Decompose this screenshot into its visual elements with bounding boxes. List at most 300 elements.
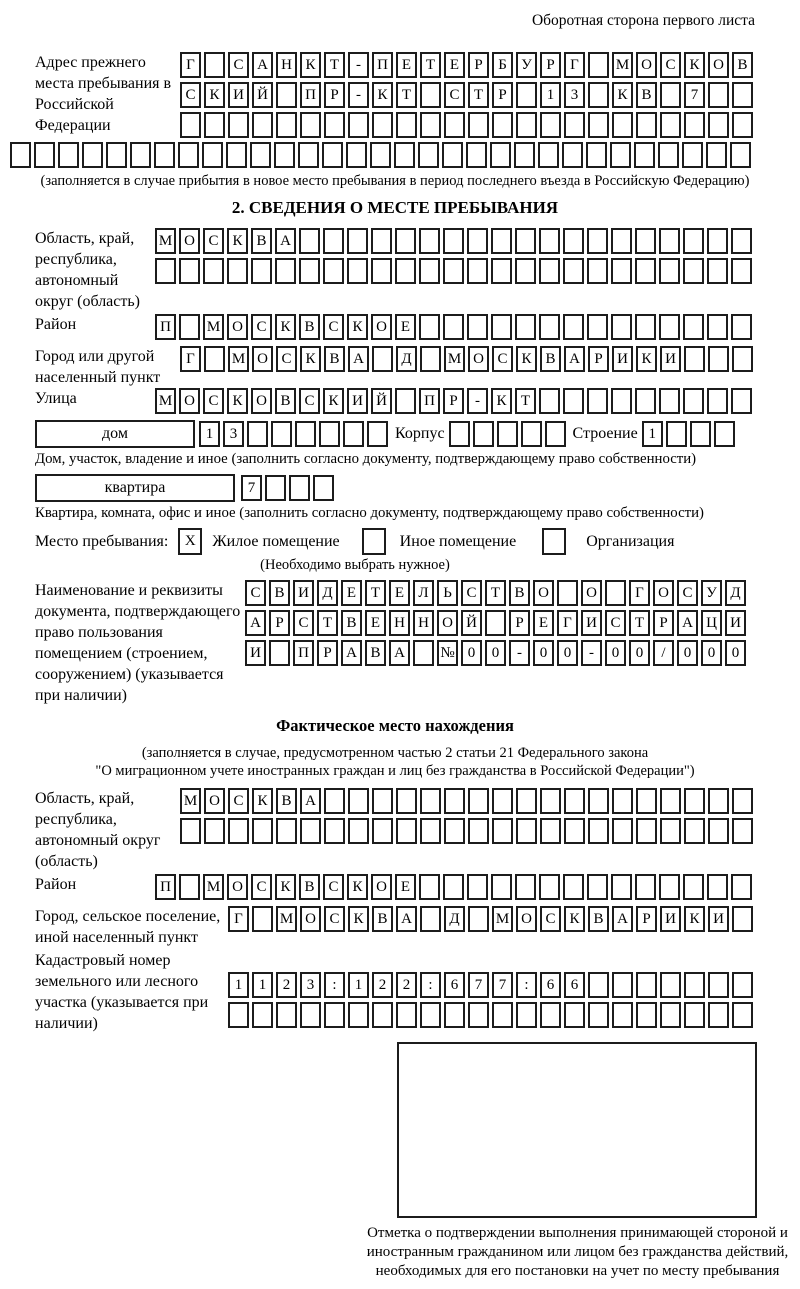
char-cell[interactable]: К [612,82,633,108]
char-cell[interactable] [396,112,417,138]
char-cell[interactable] [611,258,632,284]
char-cell[interactable] [660,112,681,138]
char-cell[interactable] [588,818,609,844]
char-cell[interactable] [635,314,656,340]
char-cell[interactable] [468,788,489,814]
char-cell[interactable] [178,142,199,168]
char-cell[interactable] [300,1002,321,1028]
char-cell[interactable] [204,112,225,138]
char-cell[interactable] [564,1002,585,1028]
char-cell[interactable] [323,258,344,284]
char-cell[interactable]: М [228,346,249,372]
char-cell[interactable]: 1 [199,421,220,447]
char-cell[interactable] [322,142,343,168]
char-cell[interactable] [731,228,752,254]
char-cell[interactable] [247,421,268,447]
char-cell[interactable] [683,388,704,414]
char-cell[interactable] [154,142,175,168]
char-cell[interactable] [682,142,703,168]
char-cell[interactable] [516,788,537,814]
char-cell[interactable] [323,228,344,254]
char-cell[interactable] [563,228,584,254]
char-cell[interactable]: - [509,640,530,666]
char-cell[interactable] [659,874,680,900]
char-cell[interactable] [444,788,465,814]
char-cell[interactable]: : [516,972,537,998]
char-cell[interactable] [731,314,752,340]
char-cell[interactable]: Р [443,388,464,414]
char-cell[interactable]: Н [389,610,410,636]
document-row-2[interactable] [245,610,749,636]
char-cell[interactable] [497,421,518,447]
char-cell[interactable] [634,142,655,168]
char-cell[interactable] [420,346,441,372]
char-cell[interactable]: С [299,388,320,414]
kadastr-row-2[interactable] [228,1002,756,1028]
char-cell[interactable]: 7 [684,82,705,108]
char-cell[interactable]: О [204,788,225,814]
char-cell[interactable] [491,874,512,900]
char-cell[interactable]: О [179,228,200,254]
char-cell[interactable]: - [348,52,369,78]
char-cell[interactable]: Ь [437,580,458,606]
char-cell[interactable]: Т [396,82,417,108]
char-cell[interactable]: Г [557,610,578,636]
char-cell[interactable]: 0 [461,640,482,666]
rayon-row[interactable] [155,314,755,340]
char-cell[interactable]: О [371,874,392,900]
char-cell[interactable] [540,1002,561,1028]
char-cell[interactable]: С [228,52,249,78]
char-cell[interactable] [444,112,465,138]
char-cell[interactable]: О [636,52,657,78]
char-cell[interactable]: С [660,52,681,78]
char-cell[interactable]: А [245,610,266,636]
char-cell[interactable]: П [372,52,393,78]
char-cell[interactable] [660,82,681,108]
char-cell[interactable] [564,818,585,844]
char-cell[interactable] [395,258,416,284]
char-cell[interactable] [540,818,561,844]
char-cell[interactable] [684,1002,705,1028]
char-cell[interactable]: / [653,640,674,666]
char-cell[interactable] [636,112,657,138]
char-cell[interactable] [492,818,513,844]
char-cell[interactable] [708,1002,729,1028]
char-cell[interactable]: С [203,388,224,414]
char-cell[interactable]: М [276,906,297,932]
char-cell[interactable] [659,228,680,254]
char-cell[interactable] [516,112,537,138]
char-cell[interactable] [588,52,609,78]
char-cell[interactable]: С [293,610,314,636]
char-cell[interactable]: С [444,82,465,108]
char-cell[interactable]: Т [629,610,650,636]
char-cell[interactable]: : [420,972,441,998]
char-cell[interactable] [611,388,632,414]
char-cell[interactable] [442,142,463,168]
char-cell[interactable]: Е [395,874,416,900]
char-cell[interactable] [588,788,609,814]
char-cell[interactable] [732,346,753,372]
char-cell[interactable]: Р [636,906,657,932]
char-cell[interactable]: В [509,580,530,606]
char-cell[interactable] [684,818,705,844]
korpus-cells[interactable] [449,421,569,447]
char-cell[interactable] [348,1002,369,1028]
char-cell[interactable] [370,142,391,168]
char-cell[interactable]: Е [389,580,410,606]
char-cell[interactable] [690,421,711,447]
char-cell[interactable] [250,142,271,168]
char-cell[interactable] [265,475,286,501]
char-cell[interactable]: 0 [677,640,698,666]
char-cell[interactable] [708,82,729,108]
char-cell[interactable] [660,972,681,998]
char-cell[interactable] [636,972,657,998]
dom-cells[interactable] [199,421,391,447]
char-cell[interactable] [731,388,752,414]
char-cell[interactable] [204,818,225,844]
char-cell[interactable] [660,818,681,844]
char-cell[interactable]: Д [725,580,746,606]
char-cell[interactable]: Р [653,610,674,636]
char-cell[interactable] [419,228,440,254]
char-cell[interactable]: О [653,580,674,606]
char-cell[interactable] [515,874,536,900]
char-cell[interactable] [313,475,334,501]
char-cell[interactable]: В [275,388,296,414]
char-cell[interactable]: Н [413,610,434,636]
char-cell[interactable]: : [324,972,345,998]
char-cell[interactable] [371,258,392,284]
char-cell[interactable] [730,142,751,168]
char-cell[interactable]: К [347,314,368,340]
char-cell[interactable] [660,788,681,814]
char-cell[interactable] [588,972,609,998]
char-cell[interactable] [492,788,513,814]
char-cell[interactable] [395,228,416,254]
char-cell[interactable]: Л [413,580,434,606]
char-cell[interactable]: 0 [725,640,746,666]
char-cell[interactable]: А [396,906,417,932]
char-cell[interactable] [271,421,292,447]
char-cell[interactable] [179,314,200,340]
char-cell[interactable]: В [276,788,297,814]
char-cell[interactable]: К [636,346,657,372]
char-cell[interactable] [276,818,297,844]
char-cell[interactable]: Р [317,640,338,666]
char-cell[interactable] [563,874,584,900]
char-cell[interactable] [444,818,465,844]
char-cell[interactable] [252,112,273,138]
char-cell[interactable] [298,142,319,168]
oblast-row-2[interactable] [155,258,755,284]
char-cell[interactable] [659,388,680,414]
char-cell[interactable] [180,112,201,138]
oblast-row-1[interactable] [155,228,755,254]
char-cell[interactable]: 1 [642,421,663,447]
char-cell[interactable]: И [347,388,368,414]
char-cell[interactable] [420,906,441,932]
char-cell[interactable] [659,314,680,340]
char-cell[interactable]: К [684,52,705,78]
prev-address-row-4[interactable] [10,142,755,168]
char-cell[interactable]: Т [515,388,536,414]
char-cell[interactable]: С [461,580,482,606]
char-cell[interactable]: С [203,228,224,254]
char-cell[interactable]: С [180,82,201,108]
char-cell[interactable] [228,1002,249,1028]
char-cell[interactable] [605,580,626,606]
char-cell[interactable] [289,475,310,501]
char-cell[interactable]: А [300,788,321,814]
char-cell[interactable] [228,818,249,844]
char-cell[interactable]: Г [228,906,249,932]
char-cell[interactable]: Р [540,52,561,78]
char-cell[interactable]: А [612,906,633,932]
char-cell[interactable] [274,142,295,168]
char-cell[interactable] [228,112,249,138]
char-cell[interactable] [684,788,705,814]
char-cell[interactable] [179,874,200,900]
char-cell[interactable] [324,1002,345,1028]
char-cell[interactable]: Е [395,314,416,340]
char-cell[interactable]: 0 [557,640,578,666]
char-cell[interactable] [467,874,488,900]
char-cell[interactable]: А [389,640,410,666]
char-cell[interactable] [666,421,687,447]
char-cell[interactable] [204,52,225,78]
prev-address-row-3[interactable] [180,112,756,138]
char-cell[interactable] [732,112,753,138]
char-cell[interactable] [348,818,369,844]
char-cell[interactable] [299,258,320,284]
char-cell[interactable] [468,1002,489,1028]
char-cell[interactable] [708,346,729,372]
char-cell[interactable]: П [155,874,176,900]
char-cell[interactable] [467,314,488,340]
char-cell[interactable] [732,1002,753,1028]
char-cell[interactable] [731,258,752,284]
char-cell[interactable]: К [491,388,512,414]
char-cell[interactable]: М [203,314,224,340]
char-cell[interactable] [683,258,704,284]
char-cell[interactable]: Й [461,610,482,636]
char-cell[interactable]: Д [396,346,417,372]
char-cell[interactable]: В [372,906,393,932]
char-cell[interactable]: М [155,228,176,254]
char-cell[interactable]: Г [564,52,585,78]
char-cell[interactable]: - [467,388,488,414]
char-cell[interactable] [419,258,440,284]
char-cell[interactable] [612,818,633,844]
char-cell[interactable] [540,788,561,814]
char-cell[interactable]: О [300,906,321,932]
char-cell[interactable]: Е [365,610,386,636]
char-cell[interactable] [684,972,705,998]
char-cell[interactable]: О [371,314,392,340]
char-cell[interactable] [492,112,513,138]
char-cell[interactable] [252,906,273,932]
char-cell[interactable] [203,258,224,284]
char-cell[interactable]: Г [629,580,650,606]
prev-address-row-1[interactable] [180,52,756,78]
char-cell[interactable] [467,228,488,254]
char-cell[interactable]: П [419,388,440,414]
char-cell[interactable]: 0 [533,640,554,666]
char-cell[interactable]: И [725,610,746,636]
char-cell[interactable] [516,818,537,844]
kvartira-cells[interactable] [241,475,337,501]
char-cell[interactable] [155,258,176,284]
char-cell[interactable]: А [564,346,585,372]
char-cell[interactable] [707,314,728,340]
char-cell[interactable] [521,421,542,447]
char-cell[interactable]: С [251,314,272,340]
char-cell[interactable] [564,112,585,138]
fact-oblast-row-1[interactable] [180,788,756,814]
char-cell[interactable] [443,258,464,284]
char-cell[interactable] [396,788,417,814]
char-cell[interactable] [468,906,489,932]
char-cell[interactable]: 0 [629,640,650,666]
char-cell[interactable] [413,640,434,666]
char-cell[interactable]: 2 [396,972,417,998]
char-cell[interactable] [612,1002,633,1028]
char-cell[interactable] [540,112,561,138]
char-cell[interactable] [564,788,585,814]
char-cell[interactable]: 3 [300,972,321,998]
char-cell[interactable] [300,818,321,844]
char-cell[interactable] [515,314,536,340]
char-cell[interactable] [588,1002,609,1028]
char-cell[interactable] [731,874,752,900]
char-cell[interactable] [587,388,608,414]
char-cell[interactable]: 6 [444,972,465,998]
char-cell[interactable]: А [275,228,296,254]
char-cell[interactable]: К [275,874,296,900]
char-cell[interactable] [684,112,705,138]
char-cell[interactable]: К [372,82,393,108]
char-cell[interactable] [395,388,416,414]
char-cell[interactable] [491,314,512,340]
char-cell[interactable] [324,788,345,814]
char-cell[interactable]: С [492,346,513,372]
char-cell[interactable] [485,610,506,636]
char-cell[interactable]: К [227,388,248,414]
char-cell[interactable] [491,228,512,254]
char-cell[interactable]: Т [420,52,441,78]
char-cell[interactable]: Р [492,82,513,108]
char-cell[interactable] [371,228,392,254]
gorod-row[interactable] [180,346,756,372]
char-cell[interactable]: С [677,580,698,606]
char-cell[interactable] [636,1002,657,1028]
char-cell[interactable] [707,228,728,254]
char-cell[interactable]: К [516,346,537,372]
char-cell[interactable] [269,640,290,666]
char-cell[interactable]: Т [485,580,506,606]
char-cell[interactable] [539,874,560,900]
char-cell[interactable] [343,421,364,447]
checkbox-organization[interactable] [542,528,566,555]
char-cell[interactable]: С [323,314,344,340]
char-cell[interactable]: В [299,874,320,900]
char-cell[interactable]: И [708,906,729,932]
char-cell[interactable] [491,258,512,284]
char-cell[interactable]: 7 [492,972,513,998]
char-cell[interactable] [658,142,679,168]
prev-address-row-2[interactable] [180,82,756,108]
char-cell[interactable]: И [228,82,249,108]
char-cell[interactable]: В [269,580,290,606]
char-cell[interactable] [683,874,704,900]
char-cell[interactable] [611,314,632,340]
char-cell[interactable] [707,874,728,900]
char-cell[interactable]: И [245,640,266,666]
char-cell[interactable] [180,818,201,844]
char-cell[interactable]: Й [371,388,392,414]
char-cell[interactable] [539,258,560,284]
char-cell[interactable]: А [252,52,273,78]
char-cell[interactable]: И [581,610,602,636]
char-cell[interactable]: У [516,52,537,78]
char-cell[interactable] [204,346,225,372]
char-cell[interactable]: - [348,82,369,108]
char-cell[interactable]: М [203,874,224,900]
char-cell[interactable]: В [636,82,657,108]
checkbox-other-premises[interactable] [362,528,386,555]
char-cell[interactable]: С [276,346,297,372]
char-cell[interactable]: О [708,52,729,78]
char-cell[interactable]: В [732,52,753,78]
dom-box[interactable]: дом [35,420,195,448]
char-cell[interactable] [563,388,584,414]
char-cell[interactable] [635,874,656,900]
char-cell[interactable]: К [323,388,344,414]
char-cell[interactable]: 3 [223,421,244,447]
char-cell[interactable] [490,142,511,168]
char-cell[interactable] [732,788,753,814]
char-cell[interactable]: 6 [564,972,585,998]
char-cell[interactable]: И [660,906,681,932]
char-cell[interactable] [588,112,609,138]
char-cell[interactable] [635,228,656,254]
char-cell[interactable] [545,421,566,447]
document-row-3[interactable] [245,640,749,666]
char-cell[interactable] [467,258,488,284]
char-cell[interactable] [587,258,608,284]
char-cell[interactable]: Т [324,52,345,78]
char-cell[interactable]: В [540,346,561,372]
char-cell[interactable]: О [251,388,272,414]
checkbox-residential[interactable]: X [178,528,202,555]
char-cell[interactable] [202,142,223,168]
char-cell[interactable]: Й [252,82,273,108]
fact-rayon-row[interactable] [155,874,755,900]
char-cell[interactable] [348,788,369,814]
char-cell[interactable] [252,1002,273,1028]
char-cell[interactable] [473,421,494,447]
char-cell[interactable]: Е [444,52,465,78]
char-cell[interactable]: О [437,610,458,636]
char-cell[interactable] [660,1002,681,1028]
char-cell[interactable] [683,314,704,340]
char-cell[interactable] [611,228,632,254]
char-cell[interactable] [539,388,560,414]
char-cell[interactable]: С [245,580,266,606]
